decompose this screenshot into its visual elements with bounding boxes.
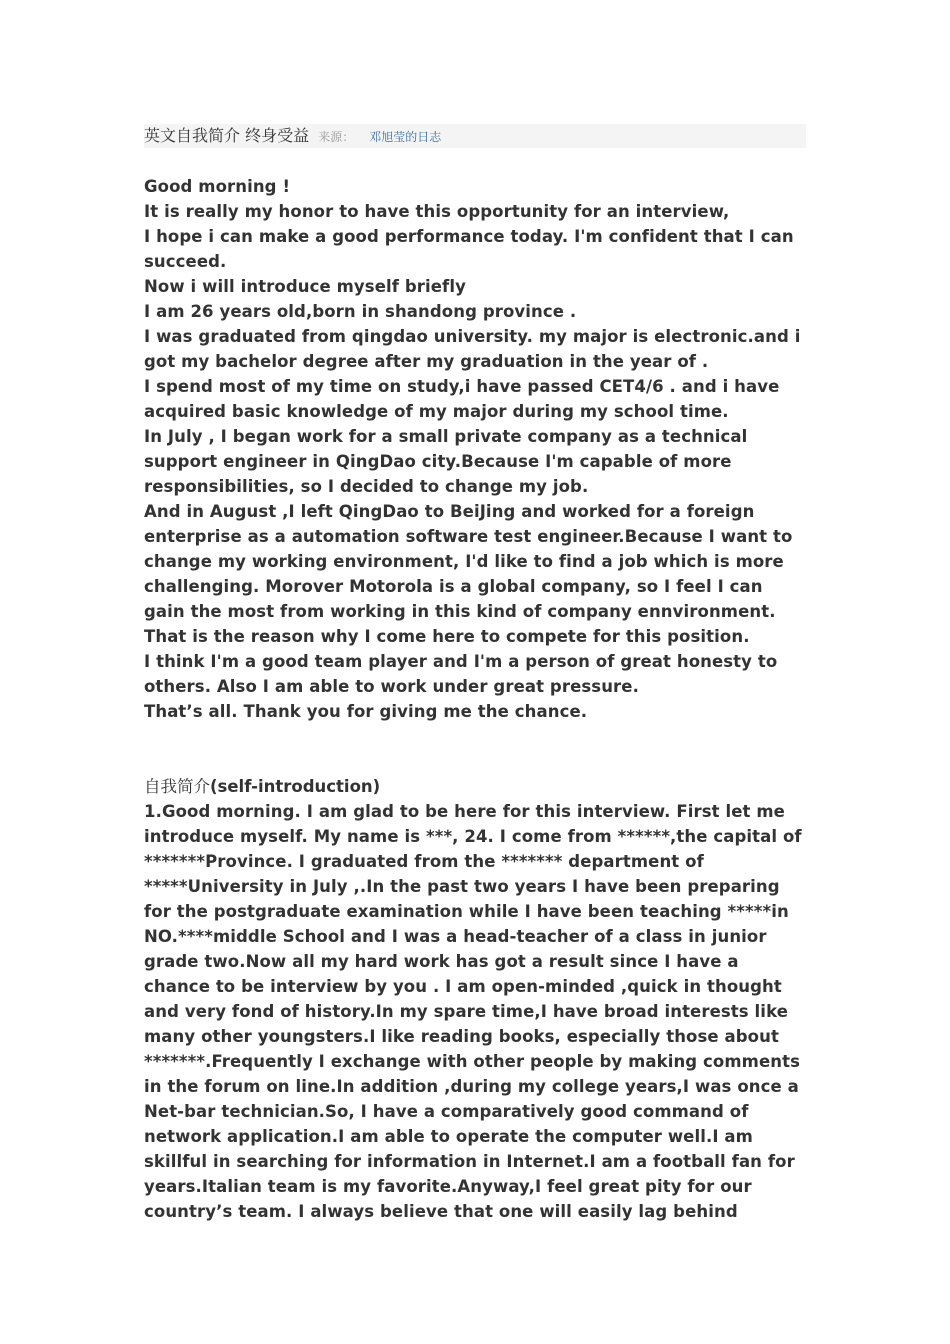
paragraph: I was graduated from qingdao university. my major is electronic.and i got my bachelor degree after my graduation in the year of . [144,327,801,371]
paragraph: I am 26 years old,born in shandong province . [144,302,577,321]
paragraph: It is really my honor to have this opportunity for an interview, [144,202,730,221]
paragraph: I think I'm a good team player and I'm a person of great honesty to others. Also I am able to work under great pressure. [144,652,778,696]
source-link[interactable]: 邓旭莹的日志 [369,130,442,144]
paragraph: And in August ,I left QingDao to BeiJing and worked for a foreign enterprise as a automation software test engineer.Because I want to change my working environment, I'd like to find a job which is more challenging. Morover Motorola is a global company, so I feel I can gain the most from working in this kind of company ennvironment. That is the reason why I come here to compete for this position. [144,502,793,646]
paragraph: Now i will introduce myself briefly [144,277,466,296]
paragraph: That’s all. Thank you for giving me the chance. [144,702,588,721]
source-label: 来源： [318,130,355,144]
section-heading-en: (self-introduction) [210,777,381,796]
section-heading-cn: 自我简介 [144,777,210,796]
paragraph: Good morning ! [144,177,291,196]
title-bar [144,124,806,148]
document-page [144,124,806,1224]
self-introduction-section [144,774,806,1224]
paragraph: In July , I began work for a small private company as a technical support engineer in QingDao city.Because I'm capable of more responsibilities, so I decided to change my job. [144,427,748,496]
page-title: 英文自我简介 终身受益 [144,126,310,145]
english-intro-section [144,174,806,724]
section-heading [144,774,806,799]
paragraph: 1.Good morning. I am glad to be here for this interview. First let me introduce myself. My name is ***, 24. I come from ******,the capital of *******Province. I graduated from the ******* department of *****University in July ,.In the past two years I have been preparing for the postgraduate examination while I have been teaching *****in NO.****middle School and I was a head-teacher of a class in junior grade two.Now all my hard work has got a result since I have a chance to be interview by you . I am open-minded ,quick in thought and very fond of history.In my spare time,I have broad interests like many other youngsters.I like reading books, especially those about *******.Frequently I exchange with other people by making comments in the forum on line.In addition ,during my college years,I was once a Net-bar technician.So, I have a comparatively good command of network application.I am able to operate the computer well.I am skillful in searching for information in Internet.I am a football fan for years.Italian team is my favorite.Anyway,I feel great pity for our country’s team. I always believe that one will easily lag behind [144,802,802,1221]
paragraph: I hope i can make a good performance today. I'm confident that I can succeed. [144,227,794,271]
paragraph: I spend most of my time on study,i have passed CET4/6 . and i have acquired basic knowledge of my major during my school time. [144,377,780,421]
